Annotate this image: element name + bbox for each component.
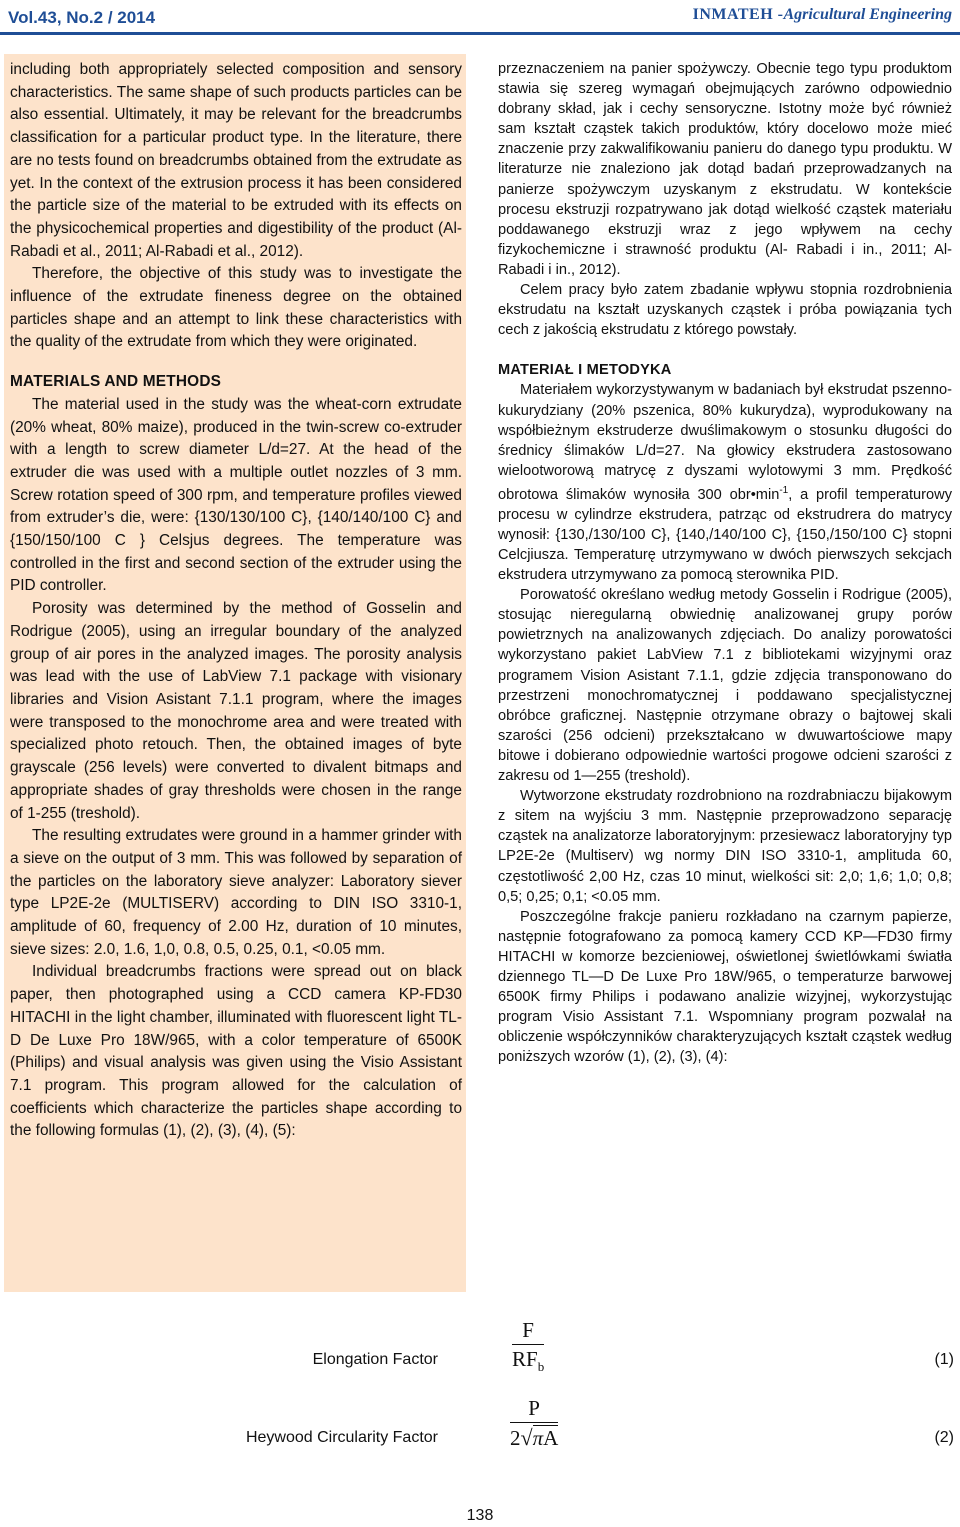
formula-1-denominator: [512, 1347, 544, 1375]
formula-2-label: Heywood Circularity Factor: [245, 1429, 438, 1446]
formula-2-fraction: [510, 1396, 558, 1451]
formula-1-label: Elongation Factor: [312, 1351, 438, 1368]
page-number: 138: [466, 1507, 494, 1524]
formula-2-numerator: P: [528, 1396, 540, 1420]
sqrt-icon: √: [520, 1425, 533, 1450]
right-section-heading: MATERIAŁ I METODYKA: [498, 362, 672, 379]
english-column: [4, 54, 466, 1292]
formula-2-denominator-radicand: [533, 1425, 559, 1450]
left-intro-paragraph-1: including both appropriately selected composition and sensory characteristics. The same shape of such products particles can be also essential. Ultimately, it may be relevant for the breadcrumbs classification for a particular product type. In the literature, there are no tests found on breadcrumbs obtained from the extrudate as yet. In the context of the extrusion process it has been considered the particle size of the material to be extruded with its effects on the physicochemical properties and digestibility of the product (Al-Rabadi et al., 2011; Al-Rabadi et al., 2012).: [10, 61, 462, 260]
formula-2-denominator-pi: π: [532, 1426, 544, 1450]
formula-1-denominator-main: RF: [512, 1347, 538, 1371]
formula-1-numerator: F: [522, 1318, 534, 1342]
journal-subtitle: Agricultural Engineering: [783, 6, 952, 23]
left-methods-paragraph-4: Individual breadcrumbs fractions were spread out on black paper, then photographed using a CCD camera KP-FD30 HITACHI in the light chamber, illuminated with fluorescent light TL-D De Luxe Pro 18W/965, with a color temperature of 6500K (Philips) and visual analysis was given using the Visio Assistant 7.1 program. This program allowed for the calculation of coefficients which characterize the particles shape according to the following formulas (1), (2), (3), (4), (5):: [10, 963, 462, 1140]
right-intro-paragraph-1: przeznaczeniem na panier spożywczy. Obecnie tego typu produktom stawia się szereg wymagań obejmujących zarówno odpowiednio dobrany skład, jak i cechy sensoryczne. Istotny może być również sam kształt cząstek takich produktów, który docelowo może mieć znaczenie przy zakwalifikowaniu panieru do danego typu produktu. W literaturze nie znaleziono jak dotąd badań przeprowadzanych na panierze spożywczym uzyskanym z ekstrudatu. W kontekście procesu ekstruzji rozpatrywano jak dotąd wielkość cząstek materiału poddawanego ekstruzji wraz z jego wpływem na cechy fizykochemiczne i strawność produktu (Al- Rabadi i in., 2011; Al-Rabadi i in., 2012).: [498, 61, 952, 278]
left-methods-paragraph-3: The resulting extrudates were ground in a hammer grinder with a sieve on the output of 3 mm. This was followed by separation of the particles on the laboratory sieve analyzer: Laboratory siever type LP2E-2e (MULTISERV) according to DIN ISO 3310-1, amplitude of 60, frequency of 2.00 Hz, duration of 10 minutes, sieve sizes: 2.0, 1.6, 1,0, 0.8, 0.5, 0.25, 0.1, <0.05 mm.: [10, 827, 462, 958]
formula-1-fraction: [512, 1318, 544, 1375]
formula-1-denominator-sub: b: [537, 1359, 545, 1375]
journal-volume: Vol.43, No.2 / 2014: [8, 8, 156, 27]
formula-1-bar: [512, 1344, 544, 1345]
right-methods-paragraph-1: [498, 380, 952, 585]
formula-2-bar: [510, 1422, 558, 1423]
formula-2-number: (2): [934, 1429, 954, 1446]
left-methods-paragraph-1: The material used in the study was the wheat-corn extrudate (20% wheat, 80% maize), produced in the twin-screw co-extruder with a length to screw diameter L/d=27. At the head of the extruder die was used with a multiple outlet nozzles of 3 mm. Screw rotation speed of 300 rpm, and temperature profiles viewed from extruder’s die, were: {130/130/100 C}, {140/140/100 C} and {150/150/100 C } Celsjus degrees. The temperature was controlled in the first and second section of the extruder using the PID controller.: [10, 395, 462, 595]
right-methods-paragraph-3: Wytworzone ekstrudaty rozdrobniono na rozdrabniaczu bijakowym z sitem na wyjściu 3 mm. Następnie przeprowadzono separację cząstek na analizatorze laboratoryjnym: przesiewacz laboratoryjny typ LP2E-2e (Multiserv) wg normy DIN ISO 3310-1, amplituda 60, częstotliwość 2,00 Hz, czas 10 minut, wielkości sit: 2,0; 1,6; 1,0; 0,8; 0,5; 0,25; 0,1; <0.05 mm.: [498, 788, 952, 905]
left-intro-paragraph-2: Therefore, the objective of this study was to investigate the influence of the extrudate fineness degree on the obtained particles shape and an attempt to link these characteristics with the quality of the extrudate from which they were originated.: [10, 265, 462, 351]
right-methods-paragraph-1-sup: -1: [779, 484, 789, 496]
left-section-heading: MATERIALS AND METHODS: [10, 373, 222, 391]
formula-1-number: (1): [934, 1351, 954, 1368]
formula-2-denominator-prefix: 2: [510, 1426, 521, 1450]
journal-logo: [693, 6, 952, 24]
left-methods-paragraph-2: Porosity was determined by the method of Gosselin and Rodrigue (2005), using an irregular boundary of the analyzed group of air pores in the analyzed images. The porosity analysis was lead with the use of LabView 7.1 package with visionary libraries and Vision Asistant 7.1.1 program, where the images were transposed to the monochrome area and were treated with specialized photo retouch. Then, the obtained images of byte grayscale (256 levels) were converted to divalent bitmaps and appropriate shades of gray thresholds were chosen in the range of 1-255 (treshold).: [10, 600, 462, 822]
formula-2-denominator-var: A: [543, 1426, 559, 1450]
right-methods-paragraph-2: Porowatość określano według metody Gosselin i Rodrigue (2005), stosując nieregularną obwiednię analizowanej grupy porów powietrznych na analizowanych zdjęciach. Do analizy porowatości wykorzystano pakiet LabView 7.1 z bibliotekami wizyjnymi oraz programem Vision Asistant 7.1.1, gdzie zdjęcia transponowano do przestrzeni monochromatycznej i poddawano specjalistycznej obróbce graficznej. Następnie otrzymane obrazy o bajtowej skali szarości (256 odcieni) przekształcano w dwuwartościowe mapy bitowe i dobierano odpowiednie wartości progowe odcieni szarości z zakresu od 1—255 (treshold).: [498, 587, 952, 785]
right-methods-paragraph-4: Poszczególne frakcje panieru rozkładano na czarnym papierze, następnie fotografowano za pomocą kamery CCD KP—FD30 firmy HITACHI w komorze bezcieniowej, oświetlonej świetlówkami światła dziennego TL—D De Luxe Pro 18W/965, o temperaturze barwowej 6500K firmy Philips i podawano analizie wizyjnej, wykorzystując program Visio Assistant 7.1. Wspomniany program pozwalał na obliczenie współczynników charakteryzujących kształt cząstek według poniższych wzorów (1), (2), (3), (4):: [498, 908, 952, 1066]
right-methods-paragraph-1-rest: , a profil temperaturowy procesu w cylindrze ekstrudera, patrząc od ekstrudrera do matrycy wynosił: {130,/130/100 C}, {140,/140/100 C}, {150,/150/100 C} stopni Celcjiusza. Temperaturę utrzymywano w dwóch pierwszych sekcjach ekstrudera utrzymywano za pomocą sterownika PID.: [498, 486, 952, 584]
right-methods-paragraph-1-text: Materiałem wykorzystywanym w badaniach był ekstrudat pszenno-kukurydziany (20% pszenica, 80% kukurydza), wyprodukowany na współbieżnym ekstruderze dwuślimakowym o stosunku długości do średnicy ślimaków L/d=27. Na głowicy ekstrudera zastosowano wielootworową matrycę z dyszami wylotowymi 3 mm. Prędkość obrotowa ślimaków wynosiła 300 obr•min: [498, 382, 952, 503]
right-intro-paragraph-2: Celem pracy było zatem zbadanie wpływu stopnia rozdrobnienia ekstrudatu na kształt uzyskanych cząstek i próba powiązania tych cech z jakością ekstrudatu z którego powstały.: [498, 282, 952, 339]
formula-2-denominator: [510, 1425, 558, 1451]
journal-brand: INMATEH -: [692, 6, 784, 23]
header-rule: [0, 32, 960, 35]
polish-column: [498, 59, 952, 1067]
